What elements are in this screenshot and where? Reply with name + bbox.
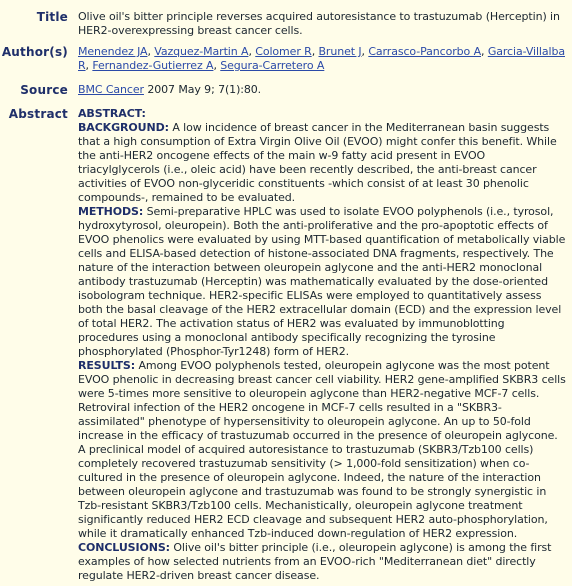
source-citation [78,83,566,97]
abstract-section-results [78,359,566,541]
section-heading: RESULTS: [78,359,136,372]
author-link[interactable]: Menendez JA [78,45,148,58]
abstract-section-methods [78,205,566,359]
authors-label: Author(s) [1,45,68,59]
journal-link[interactable]: BMC Cancer [78,83,144,96]
author-list: Menendez JA, Vazquez-Martin A, Colomer R, Brunet J, Carrasco-Pancorbo A, Garcia-Villalba R, Fernandez-Gutierrez A, Segura-Carretero A [78,45,565,72]
source-label: Source [20,83,68,97]
author-link[interactable]: Carrasco-Pancorbo A [368,45,482,58]
author-link[interactable]: Segura-Carretero A [220,59,325,72]
section-text: Olive oil's bitter principle (i.e., oleuropein aglycone) is among the first examples of how selected nutrients from an EVOO-rich "Mediterranean diet" directly regulate HER2-driven breast cancer disease. [78,541,552,582]
author-link[interactable]: Brunet J [318,45,362,58]
section-text: Among EVOO polyphenols tested, oleuropein aglycone was the most potent EVOO phenolic in decreasing breast cancer cell viability. HER2 gene-amplified SKBR3 cells were 5-times more sensitive to oleuropein aglycone than HER2-negative MCF-7 cells. Retroviral infection of the HER2 oncogene in MCF-7 cells resulted in a "SKBR3-assimilated" phenotype of hypersensitivity to oleuropein aglycone. An up to 50-fold increase in the efficacy of trastuzumab occurred in the presence of oleuropein aglycone. A preclinical model of acquired autoresistance to trastuzumab (SKBR3/Tzb100 cells) completely recovered trastuzumab sensitivity (> 1,000-fold sensitization) when co-cultured in the presence of oleuropein aglycone. Indeed, the nature of the interaction between oleuropein aglycone and trastuzumab was found to be strongly synergistic in Tzb-resistant SKBR3/Tzb100 cells. Mechanistically, oleuropein aglycone treatment significantly reduced HER2 ECD cleavage and subsequent HER2 auto-phosphorylation, while it dramatically enhanced Tzb-induced down-regulation of HER2 expression. [78,359,566,540]
abstract-section-background [78,121,566,205]
citation-details: 2007 May 9; 7(1):80. [143,83,262,96]
author-link[interactable]: Colomer R [255,45,312,58]
abstract-label: Abstract [8,107,68,121]
section-heading: CONCLUSIONS: [78,541,170,554]
abstract-section-conclusions [78,541,566,583]
section-text: Semi-preparative HPLC was used to isolate EVOO polyphenols (i.e., tyrosol, hydroxytyrosol, oleuropein). Both the anti-proliferative and the pro-apoptotic effects of EVOO phenolics were evaluated by using MTT-based quantification of metabolically viable cells and ELISA-based detection of histone-associated DNA fragments, respectively. The nature of the interaction between oleuropein aglycone and the anti-HER2 monoclonal antibody trastuzumab (Herceptin) was mathematically evaluated by the dose-oriented isobologram technique. HER2-specific ELISAs were employed to quantitatively assess both the basal cleavage of the HER2 extracellular domain (ECD) and the expression level of total HER2. The activation status of HER2 was evaluated by immunoblotting procedures using a monoclonal antibody specifically recognizing the tyrosine phosphorylated (Phosphor-Tyr1248) form of HER2. [78,205,566,358]
section-heading: BACKGROUND: [78,121,169,134]
author-link[interactable]: Fernandez-Gutierrez A [92,59,214,72]
section-heading: METHODS: [78,205,144,218]
author-link[interactable]: Garcia-Villalba R [78,45,565,72]
abstract-body [78,107,566,583]
abstract-heading: ABSTRACT: [78,107,146,120]
section-text: A low incidence of breast cancer in the Mediterranean basin suggests that a high consumption of Extra Virgin Olive Oil (EVOO) might confer this benefit. While the anti-HER2 oncogene effects of the main w-9 fatty acid present in EVOO triacylglycerols (i.e., oleic acid) have been recently described, the anti-breast cancer activities of EVOO non-glyceridic constituents -which consist of at least 30 phenolic compounds-, remained to be evaluated. [78,121,557,204]
author-link[interactable]: Vazquez-Martin A [154,45,249,58]
article-title: Olive oil's bitter principle reverses acquired autoresistance to trastuzumab (Herceptin) in HER2-overexpressing breast cancer cells. [78,10,560,37]
title-label: Title [36,10,68,24]
